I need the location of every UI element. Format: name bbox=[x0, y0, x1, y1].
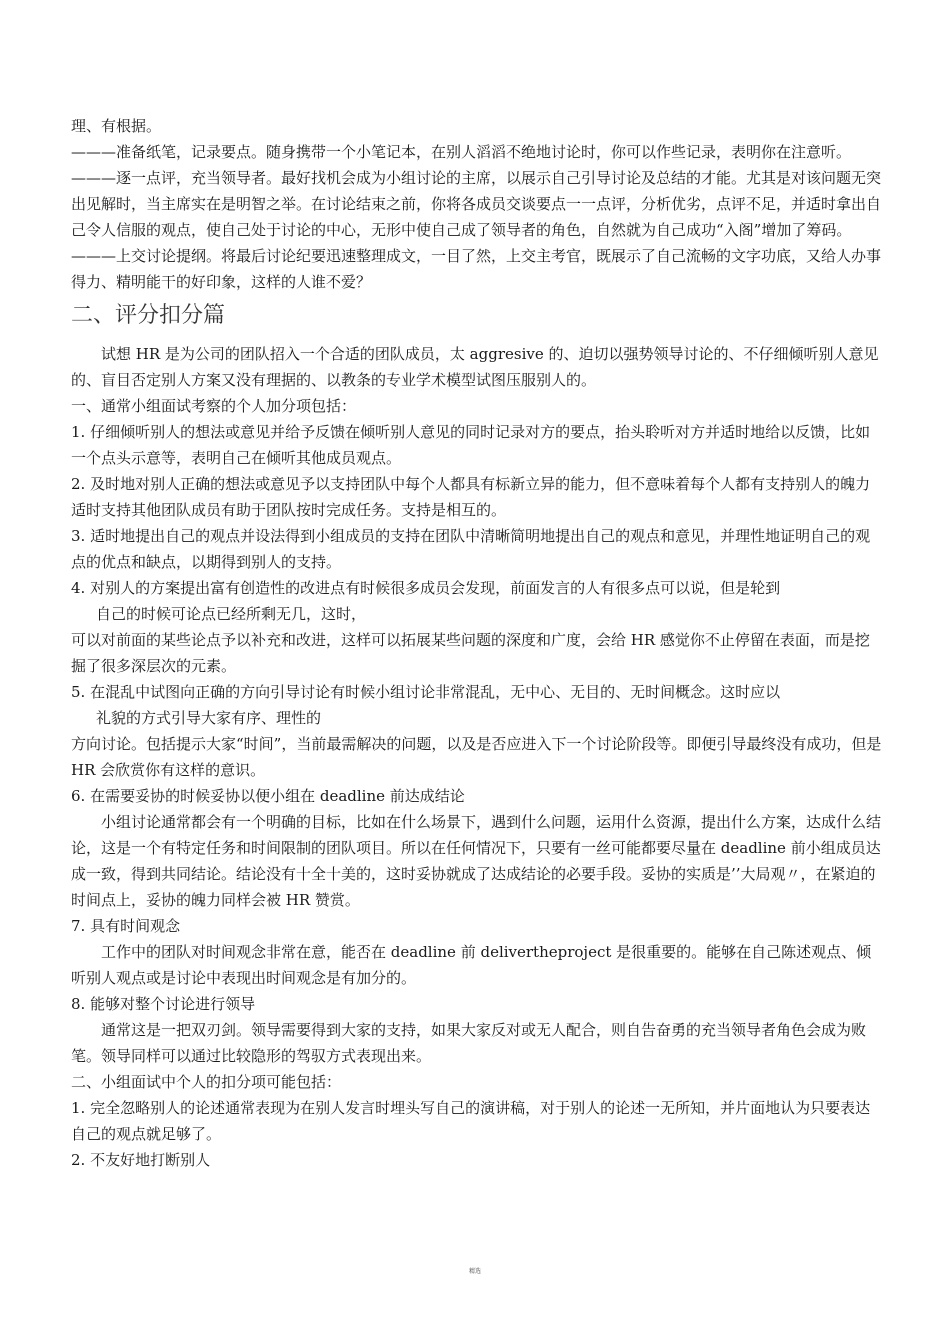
plus-heading: 一、通常小组面试考察的个人加分项包括： bbox=[71, 397, 357, 415]
list-item: 8. 能够对整个讨论进行领导 bbox=[71, 995, 256, 1013]
section-heading: 二、评分扣分篇 bbox=[71, 303, 226, 328]
list-item-continuation: 礼貌的方式引导大家有序、理性的 bbox=[96, 709, 322, 727]
list-item: 1. 仔细倾听别人的想法或意见并给予反馈在倾听别人意见的同时记录对方的要点，抬头聆听对方并适时地给以反馈，比如一个点头示意等，表明自己在倾听其他成员观点。 bbox=[71, 423, 871, 467]
paragraph: ———准备纸笔，记录要点。随身携带一个小笔记本，在别人滔滔不绝地讨论时，你可以作些记录，表明你在注意听。 bbox=[71, 143, 852, 161]
list-item: 6. 在需要妥协的时候妥协以便小组在 deadline 前达成结论 bbox=[71, 787, 465, 805]
item-body: 小组讨论通常都会有一个明确的目标，比如在什么场景下，遇到什么问题，运用什么资源，提出什么方案，达成什么结论，这是一个有特定任务和时间限制的团队项目。所以在任何情况下，只要有一丝可能都要尽量在 deadline 前小组成员达成一致，得到共同结论。结论没有十全十美的，这时妥协就成了达成结论的必要手段。妥协的实质是’’大局观〃，在紧迫的时间点上，妥协的魄力同样会被 HR 赞赏。 bbox=[71, 813, 882, 909]
intro-paragraph: 试想 HR 是为公司的团队招入一个合适的团队成员，太 aggresive 的、迫切以强势领导讨论的、不仔细倾听别人意见的、盲目否定别人方案又没有理据的、以教条的专业学术模型试图压服别人的。 bbox=[71, 345, 879, 389]
list-item: 1. 完全忽略别人的论述通常表现为在别人发言时埋头写自己的演讲稿，对于别人的论述一无所知，并片面地认为只要表达自己的观点就足够了。 bbox=[71, 1099, 871, 1143]
document-body bbox=[71, 113, 883, 1173]
paragraph: 理、有根据。 bbox=[71, 117, 162, 135]
list-item-continuation: 自己的时候可论点已经所剩无几，这时， bbox=[96, 605, 367, 623]
minus-heading: 二、小组面试中个人的扣分项可能包括： bbox=[71, 1073, 342, 1091]
list-item: 7. 具有时间观念 bbox=[71, 917, 181, 935]
page-footer: 精选 bbox=[468, 1268, 481, 1275]
list-item: 5. 在混乱中试图向正确的方向引导讨论有时候小组讨论非常混乱，无中心、无目的、无时间概念。这时应以 bbox=[71, 683, 781, 701]
list-item: 2. 不友好地打断别人 bbox=[71, 1151, 211, 1169]
item-body: 工作中的团队对时间观念非常在意，能否在 deadline 前 delivertheproject 是很重要的。能够在自己陈述观点、倾听别人观点或是讨论中表现出时间观念是有加分的。 bbox=[71, 943, 872, 987]
paragraph: 可以对前面的某些论点予以补充和改进，这样可以拓展某些问题的深度和广度，会给 HR 感觉你不止停留在表面，而是挖掘了很多深层次的元素。 bbox=[71, 631, 870, 675]
item-body: 通常这是一把双刃剑。领导需要得到大家的支持，如果大家反对或无人配合，则自告奋勇的充当领导者角色会成为败笔。领导同样可以通过比较隐形的驾驭方式表现出来。 bbox=[71, 1021, 867, 1065]
paragraph: ———上交讨论提纲。将最后讨论纪要迅速整理成文，一目了然，上交主考官，既展示了自己流畅的文字功底，又给人办事得力、精明能干的好印象，这样的人谁不爱？ bbox=[71, 247, 882, 291]
list-item: 4. 对别人的方案提出富有创造性的改进点有时候很多成员会发现，前面发言的人有很多点可以说，但是轮到 bbox=[71, 579, 781, 597]
paragraph: ———逐一点评，充当领导者。最好找机会成为小组讨论的主席，以展示自己引导讨论及总结的才能。尤其是对该问题无突出见解时，当主席实在是明智之举。在讨论结束之前，你将各成员交谈要点一一点评，分析优劣，点评不足，并适时拿出自己令人信服的观点，使自己处于讨论的中心，无形中使自己成了领导者的角色，自然就为自己成功“入阁”增加了筹码。 bbox=[71, 169, 882, 239]
list-item: 3. 适时地提出自己的观点并设法得到小组成员的支持在团队中清晰简明地提出自己的观点和意见，并理性地证明自己的观点的优点和缺点，以期得到别人的支持。 bbox=[71, 527, 871, 571]
list-item: 2. 及时地对别人正确的想法或意见予以支持团队中每个人都具有标新立异的能力，但不意味着每个人都有支持别人的魄力适时支持其他团队成员有助于团队按时完成任务。支持是相互的。 bbox=[71, 475, 871, 519]
paragraph: 方向讨论。包括提示大家“时间”，当前最需解决的问题，以及是否应进入下一个讨论阶段等。即便引导最终没有成功，但是 HR 会欣赏你有这样的意识。 bbox=[71, 735, 882, 779]
